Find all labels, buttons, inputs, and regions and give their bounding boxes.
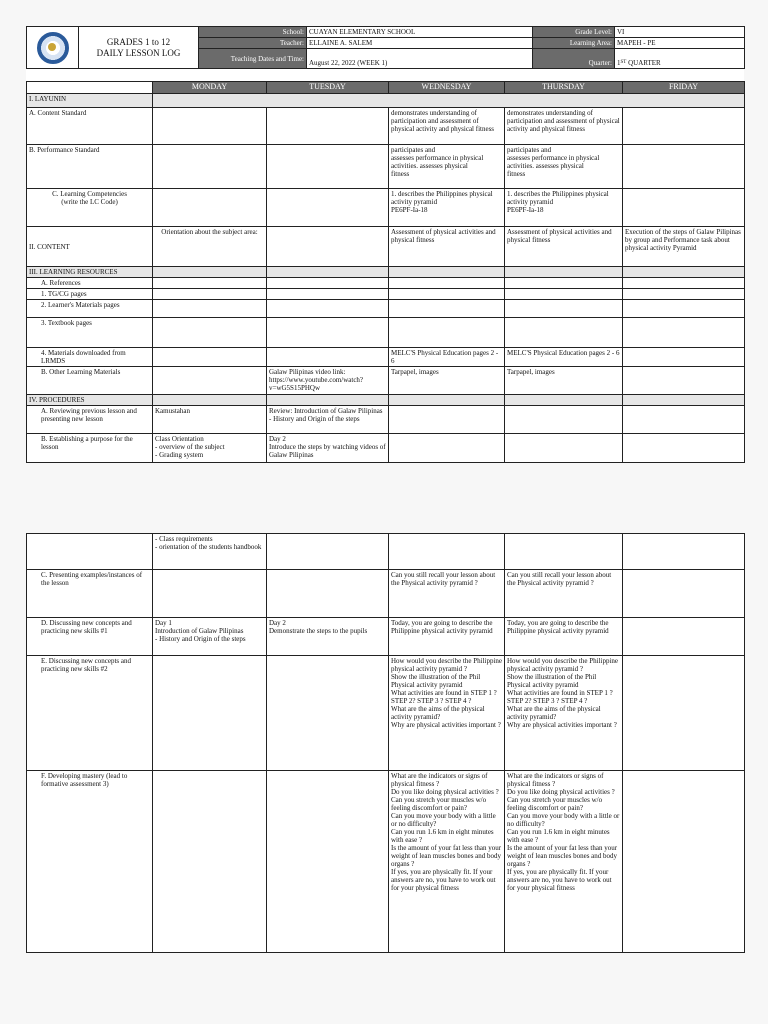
title-line-2: DAILY LESSON LOG	[96, 47, 181, 58]
row-lrmds	[27, 348, 745, 367]
area-label: Learning Area:	[533, 38, 615, 49]
cell-content-mon: Orientation about the subject area:	[153, 227, 267, 267]
school-value: CUAYAN ELEMENTARY SCHOOL	[307, 27, 533, 38]
grade-value: VI	[615, 27, 745, 38]
quarter-number: 1	[617, 59, 621, 67]
row-performance-standard	[27, 145, 745, 189]
label-tg: 1. TG/CG pages	[27, 289, 153, 300]
row-other-materials	[27, 367, 745, 395]
lesson-log-page-1	[26, 26, 744, 463]
cell-lrmds-wed: MELC'S Physical Education pages 2 - 6	[389, 348, 505, 367]
cell-disc1-mon: Day 1 Introduction of Galaw Pilipinas - History and Origin of the steps	[153, 618, 267, 656]
label-presenting: C. Presenting examples/instances of the lesson	[27, 570, 153, 618]
quarter-value	[615, 49, 745, 69]
label-lrmds: 4. Materials downloaded from LRMDS	[27, 348, 153, 367]
row-reviewing	[27, 406, 745, 434]
cell-review-tue: Review: Introduction of Galaw Pilipinas - History and Origin of the steps	[267, 406, 389, 434]
quarter-suffix: ST	[620, 60, 627, 65]
day-tuesday: TUESDAY	[267, 82, 389, 94]
section-procedures: IV. PROCEDURES	[27, 395, 153, 406]
log-title	[79, 27, 199, 69]
cell-disc1-tue: Day 2 Demonstrate the steps to the pupils	[267, 618, 389, 656]
cell-mastery-thu: What are the indicators or signs of physical fitness ? Do you like doing physical activities ? Can you stretch your muscles w/o feeling discomfort or pain? Can you move your body with a little or no difficulty? Can you run 1.6 km in eight minutes with ease ? Is the amount of your fat less than your weight of lean muscles bones and body organs ? If yes, you are physically fit. If your answers are no, you have to work out for your physical fitness	[505, 771, 623, 953]
cell-other-thu: Tarpapel, images	[505, 367, 623, 395]
cell-disc2-wed: How would you describe the Philippine physical activity pyramid ? Show the illustration of the Phil Physical activity pyramid What activities are found in STEP 1 ? STEP 2? STEP 3 ? STEP 4 ? What are the aims of the physical activity pyramid? Why are physical activities important ?	[389, 656, 505, 771]
row-content	[27, 227, 745, 267]
area-value: MAPEH - PE	[615, 38, 745, 49]
cell-content-standard-thu: demonstrates understanding of participation and assessment of physical activity and physical fitness	[505, 108, 623, 145]
cell-mastery-wed: What are the indicators or signs of physical fitness ? Do you like doing physical activities ? Can you stretch your muscles w/o feeling discomfort or pain? Can you move your body with a little or no difficulty? Can you run 1.6 km in eight minutes with ease ? Is the amount of your fat less than your weight of lean muscles bones and body organs ? If yes, you are physically fit. If your answers are no, you have to work out for your physical fitness	[389, 771, 505, 953]
cell-disc1-thu: Today, you are going to describe the Philippine physical activity pyramid	[505, 618, 623, 656]
label-content: II. CONTENT	[27, 227, 153, 267]
day-thursday: THURSDAY	[505, 82, 623, 94]
teacher-label: Teacher:	[199, 38, 307, 49]
cell-competency-thu: 1. describes the Philippines physical activity pyramid PE6PF-Ia-18	[505, 189, 623, 227]
label-discussing-1: D. Discussing new concepts and practicing new skills #1	[27, 618, 153, 656]
row-resources	[27, 267, 745, 278]
dates-label: Teaching Dates and Time:	[199, 49, 307, 69]
cell-review-mon: Kamustahan	[153, 406, 267, 434]
cell-content-fri: Execution of the steps of Galaw Pilipinas by group and Performance task about physical activity Pyramid	[623, 227, 745, 267]
quarter-text: QUARTER	[626, 59, 661, 67]
label-other-materials: B. Other Learning Materials	[27, 367, 153, 395]
row-presenting	[27, 570, 745, 618]
cell-purpose-mon: Class Orientation - overview of the subject - Grading system	[153, 434, 267, 463]
row-discussing-2	[27, 656, 745, 771]
cell-performance-wed: participates and assesses performance in physical activities. assesses physical fitness	[389, 145, 505, 189]
deped-seal-icon	[37, 32, 69, 64]
label-purpose: B. Establishing a purpose for the lesson	[27, 434, 153, 463]
row-mastery	[27, 771, 745, 953]
label-lm: 2. Learner's Materials pages	[27, 300, 153, 318]
day-wednesday: WEDNESDAY	[389, 82, 505, 94]
cell-presenting-wed: Can you still recall your lesson about the Physical activity pyramid ?	[389, 570, 505, 618]
lesson-table-2	[26, 533, 745, 953]
label-discussing-2: E. Discussing new concepts and practicing new skills #2	[27, 656, 153, 771]
label-competencies: C. Learning Competencies (write the LC Code)	[27, 189, 153, 227]
row-purpose	[27, 434, 745, 463]
cell-other-wed: Tarpapel, images	[389, 367, 505, 395]
cell-purpose-mon-cont: - Class requirements - orientation of the students handbook	[153, 534, 267, 570]
day-friday: FRIDAY	[623, 82, 745, 94]
lesson-log-page-2	[26, 533, 744, 953]
cell-lrmds-thu: MELC'S Physical Education pages 2 - 6	[505, 348, 623, 367]
label-references: A. References	[27, 278, 153, 289]
deped-seal	[27, 27, 79, 69]
lesson-table-1	[26, 81, 745, 463]
label-textbook: 3. Textbook pages	[27, 318, 153, 348]
label-reviewing: A. Reviewing previous lesson and presenting new lesson	[27, 406, 153, 434]
quarter-label: Quarter:	[533, 49, 615, 69]
day-header-row	[27, 82, 745, 94]
cell-content-standard-wed: demonstrates understanding of participation and assessment of physical activity and physical fitness	[389, 108, 505, 145]
label-content-standard: A. Content Standard	[27, 108, 153, 145]
row-procedures	[27, 395, 745, 406]
school-label: School:	[199, 27, 307, 38]
row-content-standard	[27, 108, 745, 145]
row-tg	[27, 289, 745, 300]
row-lm	[27, 300, 745, 318]
row-textbook	[27, 318, 745, 348]
label-mastery: F. Developing mastery (lead to formative assessment 3)	[27, 771, 153, 953]
section-layunin: I. LAYUNIN	[27, 94, 153, 108]
section-resources: III. LEARNING RESOURCES	[27, 267, 153, 278]
label-performance-standard: B. Performance Standard	[27, 145, 153, 189]
cell-disc2-thu: How would you describe the Philippine physical activity pyramid ? Show the illustration of the Phil Physical activity pyramid What activities are found in STEP 1 ? STEP 2? STEP 3 ? STEP 4 ? What are the aims of the physical activity pyramid? Why are physical activities important ?	[505, 656, 623, 771]
grade-label: Grade Level:	[533, 27, 615, 38]
row-discussing-1	[27, 618, 745, 656]
cell-content-thu: Assessment of physical activities and physical fitness	[505, 227, 623, 267]
cell-other-tue: Galaw Pilipinas video link: https://www.youtube.com/watch?v=wG5S15PHQw	[267, 367, 389, 395]
row-competencies	[27, 189, 745, 227]
cell-competency-wed: 1. describes the Philippines physical activity pyramid PE6PF-Ia-18	[389, 189, 505, 227]
cell-presenting-thu: Can you still recall your lesson about the Physical activity pyramid ?	[505, 570, 623, 618]
title-line-1: GRADES 1 to 12	[106, 36, 171, 47]
header-table	[26, 26, 745, 69]
cell-performance-thu: participates and assesses performance in physical activities. assesses physical fitness	[505, 145, 623, 189]
row-layunin	[27, 94, 745, 108]
row-purpose-cont	[27, 534, 745, 570]
teacher-value: ELLAINE A. SALEM	[307, 38, 533, 49]
cell-content-wed: Assessment of physical activities and physical fitness	[389, 227, 505, 267]
day-monday: MONDAY	[153, 82, 267, 94]
cell-disc1-wed: Today, you are going to describe the Philippine physical activity pyramid	[389, 618, 505, 656]
cell-purpose-tue: Day 2 Introduce the steps by watching videos of Galaw Pilipinas	[267, 434, 389, 463]
row-references	[27, 278, 745, 289]
dates-value: August 22, 2022 (WEEK 1)	[307, 49, 533, 69]
